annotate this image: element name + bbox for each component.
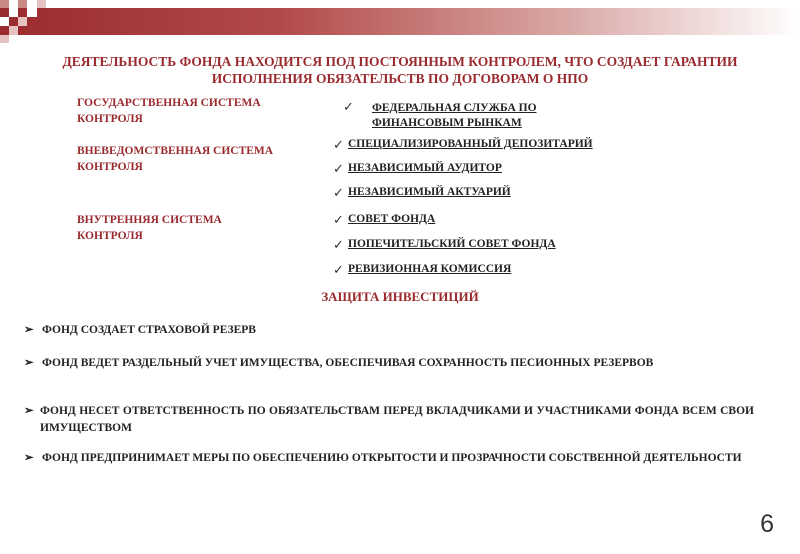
arrow-bullet-icon: ➢	[24, 357, 34, 369]
controller-board-of-trustees: ПОПЕЧИТЕЛЬСКИЙ СОВЕТ ФОНДА	[348, 238, 556, 250]
system-label-state: ГОСУДАРСТВЕННАЯ СИСТЕМА КОНТРОЛЯ	[77, 97, 261, 125]
controller-fsfr: ФЕДЕРАЛЬНАЯ СЛУЖБА ПО ФИНАНСОВЫМ РЫНКАМ	[372, 102, 537, 129]
list-item: ➢ ФОНД СОЗДАЕТ СТРАХОВОЙ РЕЗЕРВ	[24, 322, 754, 339]
check-mark-icon: ✓	[333, 237, 344, 252]
controller-fund-council: СОВЕТ ФОНДА	[348, 213, 436, 225]
arrow-bullet-icon: ➢	[24, 452, 34, 464]
decorative-square	[27, 8, 37, 17]
decorative-square	[9, 8, 18, 17]
check-mark-icon: ✓	[333, 161, 344, 176]
page-number: 6	[760, 510, 774, 538]
decorative-square	[0, 0, 9, 8]
arrow-bullet-icon: ➢	[24, 405, 34, 417]
check-mark-icon: ✓	[333, 212, 344, 227]
decorative-square	[9, 26, 18, 35]
decorative-square	[0, 35, 9, 43]
check-mark-icon: ✓	[333, 185, 344, 200]
list-item: ➢ ФОНД ПРЕДПРИНИМАЕТ МЕРЫ ПО ОБЕСПЕЧЕНИЮ ОТКРЫТОСТИ И ПРОЗРАЧНОСТИ СОБСТВЕННОЙ ДЕЯТЕЛЬНОСТИ	[24, 450, 754, 467]
controller-depositary: СПЕЦИАЛИЗИРОВАННЫЙ ДЕПОЗИТАРИЙ	[348, 138, 593, 150]
header-gradient-bar	[0, 8, 800, 35]
controller-actuary: НЕЗАВИСИМЫЙ АКТУАРИЙ	[348, 186, 511, 198]
page-title: ДЕЯТЕЛЬНОСТЬ ФОНДА НАХОДИТСЯ ПОД ПОСТОЯННЫМ КОНТРОЛЕМ, ЧТО СОЗДАЕТ ГАРАНТИИ ИСПОЛНЕНИЯ ОБЯЗАТЕЛЬСТВ ПО ДОГОВОРАМ О НПО	[62, 54, 738, 86]
decorative-square	[0, 17, 9, 26]
controller-auditor: НЕЗАВИСИМЫЙ АУДИТОР	[348, 162, 502, 174]
controller-audit-commission: РЕВИЗИОННАЯ КОМИССИЯ	[348, 263, 512, 275]
decorative-square	[37, 0, 46, 8]
decorative-square	[18, 0, 27, 8]
decorative-square	[18, 17, 27, 26]
check-mark-icon: ✓	[333, 137, 344, 152]
list-item: ➢ ФОНД НЕСЕТ ОТВЕТСТВЕННОСТЬ ПО ОБЯЗАТЕЛЬСТВАМ ПЕРЕД ВКЛАДЧИКАМИ И УЧАСТНИКАМИ ФОНДА ВСЕМ СВОИ ИМУЩЕСТВОМ	[24, 405, 754, 434]
check-mark-icon: ✓	[333, 262, 344, 277]
system-label-external: ВНЕВЕДОМСТВЕННАЯ СИСТЕМА КОНТРОЛЯ	[77, 145, 274, 173]
arrow-bullet-icon: ➢	[24, 324, 34, 336]
system-label-internal: ВНУТРЕННЯЯ СИСТЕМА КОНТРОЛЯ	[77, 214, 222, 242]
section-title: ЗАЩИТА ИНВЕСТИЦИЙ	[321, 289, 479, 304]
check-mark-icon: ✓	[343, 99, 354, 114]
list-item: ➢ ФОНД ВЕДЕТ РАЗДЕЛЬНЫЙ УЧЕТ ИМУЩЕСТВА, ОБЕСПЕЧИВАЯ СОХРАННОСТЬ ПЕСИОННЫХ РЕЗЕРВОВ	[24, 355, 754, 372]
